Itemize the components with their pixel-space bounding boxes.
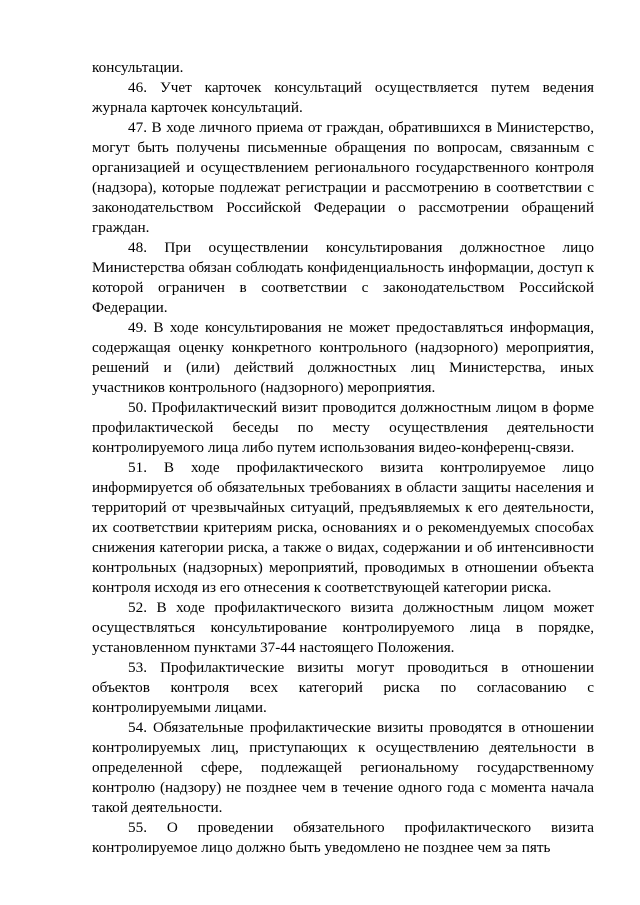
paragraph-51: 51. В ходе профилактического визита контролируемое лицо информируется об обязательных требованиях в области защиты населения и территорий от чрезвычайных ситуаций, предъявляемых к его деятельности, их соответствии критериям риска, основаниях и о рекомендуемых способах снижения категории риска, а также о видах, содержании и об интенсивности контрольных (надзорных) мероприятий, проводимых в отношении объекта контроля исходя из его отнесения к соответствующей категории риска.: [92, 459, 594, 596]
paragraph-52: 52. В ходе профилактического визита должностным лицом может осуществляться консультирование контролируемого лица в порядке, установленном пунктами 37-44 настоящего Положения.: [92, 599, 594, 656]
paragraph-54: 54. Обязательные профилактические визиты проводятся в отношении контролируемых лиц, приступающих к осуществлению деятельности в определенной сфере, подлежащей региональному государственному контролю (надзору) не позднее чем в течение одного года с момента начала такой деятельности.: [92, 719, 594, 816]
paragraph-53: 53. Профилактические визиты могут проводиться в отношении объектов контроля всех категорий риска по согласованию с контролируемыми лицами.: [92, 659, 594, 716]
paragraph-47: 47. В ходе личного приема от граждан, обратившихся в Министерство, могут быть получены письменные обращения по вопросам, связанным с организацией и осуществлением регионального государственного контроля (надзора), которые подлежат регистрации и рассмотрению в соответствии с законодательством Российской Федерации о рассмотрении обращений граждан.: [92, 119, 594, 236]
paragraph-48: 48. При осуществлении консультирования должностное лицо Министерства обязан соблюдать конфиденциальность информации, доступ к которой ограничен в соответствии с законодательством Российской Федерации.: [92, 239, 594, 316]
paragraph-50: 50. Профилактический визит проводится должностным лицом в форме профилактической беседы по месту осуществления деятельности контролируемого лица либо путем использования видео-конференц-связи.: [92, 399, 594, 456]
document-page: [92, 58, 594, 858]
paragraph-55: 55. О проведении обязательного профилактического визита контролируемое лицо должно быть уведомлено не позднее чем за пять: [92, 819, 594, 856]
paragraph-continuation: консультации.: [92, 59, 184, 76]
paragraph-49: 49. В ходе консультирования не может предоставляться информация, содержащая оценку конкретного контрольного (надзорного) мероприятия, решений и (или) действий должностных лиц Министерства, иных участников контрольного (надзорного) мероприятия.: [92, 319, 594, 396]
paragraph-46: 46. Учет карточек консультаций осуществляется путем ведения журнала карточек консультаций.: [92, 79, 594, 116]
